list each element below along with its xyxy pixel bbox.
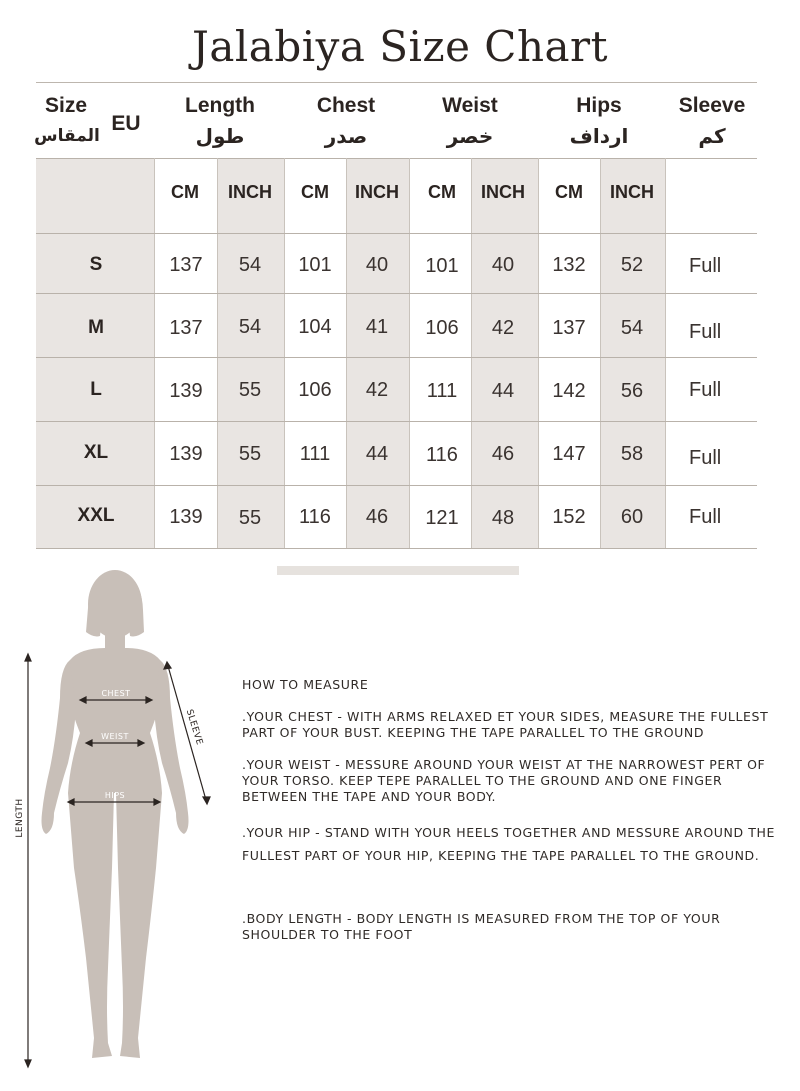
sleeve-value: Full xyxy=(689,506,722,528)
weist-cm: 121 xyxy=(425,507,459,529)
weist-cm: 116 xyxy=(426,444,458,466)
unit-weist-inch: INCH xyxy=(481,182,525,202)
unit-length-cm: CM xyxy=(171,182,199,202)
table-vline xyxy=(471,158,472,548)
weist-cm: 106 xyxy=(425,317,459,339)
table-vline xyxy=(217,158,218,548)
size-label: L xyxy=(90,379,102,400)
weist-cm: 111 xyxy=(426,380,458,402)
chest-label: CHEST xyxy=(101,689,131,698)
length-cm: 137 xyxy=(169,317,203,339)
length-cm: 137 xyxy=(169,254,203,276)
title-divider xyxy=(36,82,757,83)
header-sleeve-ar: كم xyxy=(698,124,726,148)
length-cm: 139 xyxy=(169,506,203,528)
sleeve-value: Full xyxy=(689,379,722,401)
header-hips-ar: ارداف xyxy=(569,124,629,148)
decorative-bar xyxy=(277,566,519,575)
torso-shape xyxy=(66,648,163,793)
weist-cm: 101 xyxy=(425,255,459,277)
instructions-heading: HOW TO MEASURE xyxy=(242,677,369,692)
hips-cm: 147 xyxy=(552,443,586,465)
chest-inch: 42 xyxy=(365,379,389,401)
body-figure xyxy=(10,568,225,1078)
table-vline xyxy=(538,158,539,548)
chest-cm: 111 xyxy=(299,443,331,465)
length-inch: 54 xyxy=(238,316,262,338)
table-vline xyxy=(600,158,601,548)
header-weist: Weist xyxy=(442,94,498,117)
header-divider xyxy=(36,158,757,159)
chest-cm: 101 xyxy=(298,254,332,276)
instruction-weist: .YOUR WEIST - MESSURE AROUND YOUR WEIST AT THE NARROWEST PERT OF YOUR TORSO. KEEP TEPE PARALLEL TO THE GROUND AND ONE FINGER BETWEEN THE TAPE AND YOUR BODY. xyxy=(242,757,766,804)
unit-hips-inch: INCH xyxy=(610,182,654,202)
shade-size-unit-cell xyxy=(36,159,154,233)
sleeve-value: Full xyxy=(689,447,722,469)
header-hips: Hips xyxy=(576,94,622,117)
table-vline xyxy=(154,158,155,548)
size-label: XXL xyxy=(77,505,115,526)
header-chest: Chest xyxy=(316,94,376,117)
table-vline xyxy=(346,158,347,548)
row-divider xyxy=(36,421,757,422)
weist-label: WEIST xyxy=(101,732,129,741)
unit-chest-cm: CM xyxy=(301,182,329,202)
hips-cm: 152 xyxy=(552,506,586,528)
chest-cm: 116 xyxy=(299,506,331,528)
header-weist-ar: خصر xyxy=(446,124,494,148)
row-divider xyxy=(36,485,757,486)
length-inch: 55 xyxy=(238,443,262,465)
header-length: Length xyxy=(185,94,255,117)
weist-inch: 48 xyxy=(491,507,515,529)
weist-inch: 40 xyxy=(491,254,515,276)
instruction-length: .BODY LENGTH - BODY LENGTH IS MEASURED FROM THE TOP OF YOUR SHOULDER TO THE FOOT xyxy=(242,911,721,942)
table-vline xyxy=(284,158,285,548)
instruction-chest: .YOUR CHEST - WITH ARMS RELAXED ET YOUR SIDES, MEASURE THE FULLEST PART OF YOUR BUST. KEEPING THE TAPE PARALLEL TO THE GROUND xyxy=(242,709,769,740)
page-title: Jalabiya Size Chart xyxy=(191,22,608,71)
header-chest-ar: صدر xyxy=(324,124,368,148)
sleeve-value: Full xyxy=(689,321,722,343)
hips-cm: 142 xyxy=(552,380,586,402)
length-inch: 55 xyxy=(238,507,262,529)
hips-cm: 132 xyxy=(552,254,586,276)
unit-hips-cm: CM xyxy=(555,182,583,202)
sleeve-value: Full xyxy=(689,255,722,277)
row-divider xyxy=(36,233,757,234)
chest-inch: 46 xyxy=(365,506,389,528)
size-label: M xyxy=(88,317,104,338)
hips-inch: 54 xyxy=(620,317,644,339)
header-sleeve: Sleeve xyxy=(678,94,746,117)
length-cm: 139 xyxy=(169,443,203,465)
size-label: S xyxy=(89,254,103,275)
weist-inch: 44 xyxy=(491,380,515,402)
shade-weist-inch xyxy=(471,159,538,548)
row-divider xyxy=(36,357,757,358)
shade-hips-inch xyxy=(600,159,665,548)
unit-weist-cm: CM xyxy=(428,182,456,202)
table-vline xyxy=(665,158,666,548)
row-divider xyxy=(36,293,757,294)
length-inch: 55 xyxy=(238,379,262,401)
table-vline xyxy=(409,158,410,548)
hips-inch: 58 xyxy=(620,443,644,465)
row-divider xyxy=(36,548,757,549)
header-size: Size xyxy=(44,94,88,117)
hips-label: HIPS xyxy=(104,791,126,800)
chest-cm: 104 xyxy=(298,316,332,338)
hips-inch: 60 xyxy=(620,506,644,528)
instruction-hip: .YOUR HIP - STAND WITH YOUR HEELS TOGETHER AND MESSURE AROUND THE FULLEST PART OF YOUR HIP, KEEPING THE TAPE PARALLEL TO THE GROUND. xyxy=(242,825,775,863)
header-length-ar: طول xyxy=(195,124,245,148)
length-label: LENGTH xyxy=(15,798,25,838)
weist-inch: 42 xyxy=(491,317,515,339)
chest-inch: 44 xyxy=(365,443,389,465)
shade-chest-inch xyxy=(346,159,409,548)
length-inch: 54 xyxy=(238,254,262,276)
unit-length-inch: INCH xyxy=(228,182,272,202)
header-eu: EU xyxy=(111,112,141,135)
header-size-ar: المقاس xyxy=(34,126,100,146)
hips-inch: 52 xyxy=(620,254,644,276)
neck-shape xyxy=(105,630,125,650)
length-cm: 139 xyxy=(169,380,203,402)
shade-length-inch xyxy=(217,159,284,548)
hips-inch: 56 xyxy=(620,380,644,402)
chest-cm: 106 xyxy=(298,379,332,401)
left-leg-shape xyxy=(68,793,114,1058)
right-leg-shape xyxy=(116,793,162,1058)
size-label: XL xyxy=(83,442,109,463)
unit-chest-inch: INCH xyxy=(355,182,399,202)
sleeve-label: SLEEVE xyxy=(183,708,205,747)
chest-inch: 41 xyxy=(365,316,389,338)
weist-inch: 46 xyxy=(491,443,515,465)
hips-cm: 137 xyxy=(552,317,586,339)
chest-inch: 40 xyxy=(365,254,389,276)
